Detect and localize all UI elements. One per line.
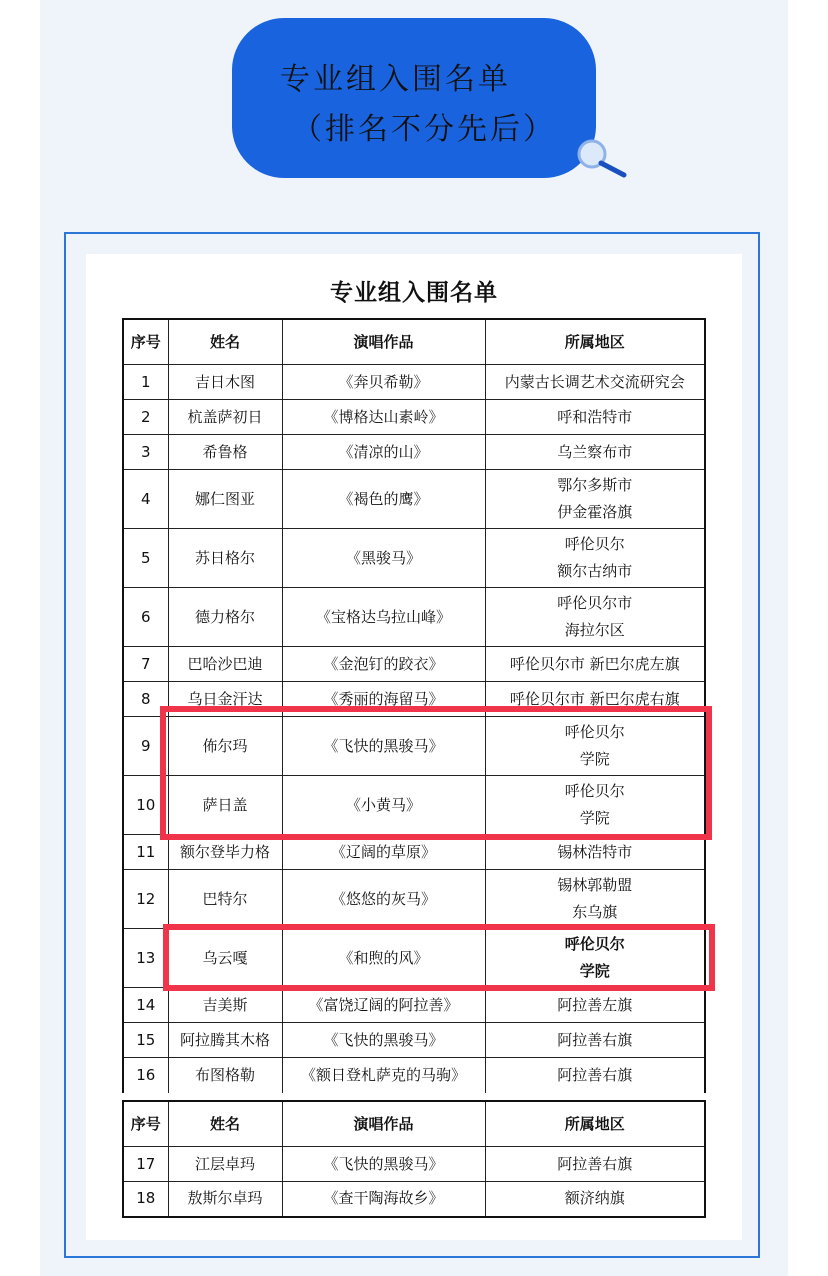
region-line: 内蒙古长调艺术交流研究会: [504, 372, 685, 391]
cell-work: 《飞快的黑骏马》: [282, 1023, 485, 1058]
region-line: 额尔古纳市: [557, 562, 633, 580]
cell-name: 阿拉腾其木格: [168, 1023, 282, 1058]
cell-work: 《金泡钉的跤衣》: [282, 647, 485, 682]
region-line: 阿拉善右旗: [557, 1030, 633, 1049]
cell-work: 《黑骏马》: [282, 529, 485, 588]
cell-name: 布图格勒: [168, 1058, 282, 1093]
cell-name: 乌云嘎: [168, 929, 282, 988]
region-line: 鄂尔多斯市: [557, 476, 633, 494]
cell-region: [485, 435, 705, 470]
table-row: [123, 529, 705, 588]
region-line: 海拉尔区: [564, 621, 625, 639]
cell-name: 乌日金汗达: [168, 682, 282, 717]
header-banner: [232, 18, 596, 178]
cell-work: 《博格达山素岭》: [282, 400, 485, 435]
document-title: 专业组入围名单: [330, 280, 498, 306]
highlight-box-row-13: [163, 924, 715, 991]
table-row: [123, 870, 705, 929]
table-row: [123, 1023, 705, 1058]
region-line: 学院: [579, 809, 610, 827]
cell-number: 3: [123, 435, 168, 470]
region-line: 呼伦贝尔: [564, 535, 625, 553]
cell-work: 《小黄马》: [282, 776, 485, 835]
col-header-region: 所属地区: [485, 319, 705, 365]
table-header-row: [123, 319, 705, 365]
cell-number: 8: [123, 682, 168, 717]
cell-region: [485, 988, 705, 1023]
cell-work: 《褐色的鹰》: [282, 470, 485, 529]
cell-name: 苏日格尔: [168, 529, 282, 588]
cell-number: 6: [123, 588, 168, 647]
cell-name: 敖斯尔卓玛: [168, 1182, 282, 1217]
cell-name: 吉美斯: [168, 988, 282, 1023]
finalist-table-continued: [122, 1100, 706, 1218]
cell-work: 《飞快的黑骏马》: [282, 1147, 485, 1182]
col-header-number: 序号: [123, 319, 168, 365]
table-row: [123, 588, 705, 647]
region-line: 阿拉善右旗: [557, 1154, 633, 1173]
cell-work: 《富饶辽阔的阿拉善》: [282, 988, 485, 1023]
region-line: 阿拉善左旗: [557, 995, 633, 1014]
cell-region: [485, 1023, 705, 1058]
col-header-number: 序号: [123, 1101, 168, 1147]
cell-number: 1: [123, 365, 168, 400]
region-line: 呼伦贝尔市: [557, 594, 633, 612]
cell-number: 16: [123, 1058, 168, 1093]
cell-work: 《查干陶海故乡》: [282, 1182, 485, 1217]
cell-number: 12: [123, 870, 168, 929]
cell-name: 额尔登毕力格: [168, 835, 282, 870]
cell-number: 11: [123, 835, 168, 870]
cell-work: 《奔贝希勒》: [282, 365, 485, 400]
region-line: 锡林浩特市: [557, 842, 633, 861]
col-header-name: 姓名: [168, 319, 282, 365]
cell-region: [485, 400, 705, 435]
region-line: 东乌旗: [572, 903, 618, 921]
cell-work: 《飞快的黑骏马》: [282, 717, 485, 776]
region-line: 伊金霍洛旗: [557, 503, 633, 521]
cell-number: 15: [123, 1023, 168, 1058]
cell-name: 萨日盖: [168, 776, 282, 835]
col-header-work: 演唱作品: [282, 1101, 485, 1147]
table-row: [123, 1058, 705, 1093]
region-line: 呼伦贝尔: [564, 782, 625, 800]
cell-number: 10: [123, 776, 168, 835]
cell-work: 《辽阔的草原》: [282, 835, 485, 870]
cell-work: 《和煦的风》: [282, 929, 485, 988]
cell-number: 18: [123, 1182, 168, 1217]
cell-name: 杭盖萨初日: [168, 400, 282, 435]
region-line: 学院: [579, 962, 610, 980]
table-row: [123, 435, 705, 470]
region-line: 呼伦贝尔: [564, 935, 625, 953]
cell-work: 《额日登札萨克的马驹》: [282, 1058, 485, 1093]
table-row: [123, 647, 705, 682]
region-line: 呼伦贝尔市 新巴尔虎右旗: [509, 689, 680, 708]
table-row: [123, 1182, 705, 1217]
cell-region: [485, 470, 705, 529]
cell-number: 14: [123, 988, 168, 1023]
cell-region: [485, 1147, 705, 1182]
cell-name: 江层卓玛: [168, 1147, 282, 1182]
col-header-region: 所属地区: [485, 1101, 705, 1147]
cell-number: 7: [123, 647, 168, 682]
cell-region: [485, 529, 705, 588]
cell-name: 德力格尔: [168, 588, 282, 647]
highlight-box-rows-9-10: [160, 706, 712, 840]
col-header-work: 演唱作品: [282, 319, 485, 365]
cell-name: 希鲁格: [168, 435, 282, 470]
table-row: [123, 470, 705, 529]
cell-work: 《悠悠的灰马》: [282, 870, 485, 929]
region-line: 乌兰察布市: [557, 442, 633, 461]
cell-region: [485, 870, 705, 929]
cell-number: 5: [123, 529, 168, 588]
cell-work: 《秀丽的海留马》: [282, 682, 485, 717]
region-line: 锡林郭勒盟: [557, 876, 633, 894]
region-line: 呼和浩特市: [557, 407, 633, 426]
region-line: 学院: [579, 750, 610, 768]
table-row: [123, 400, 705, 435]
cell-work: 《宝格达乌拉山峰》: [282, 588, 485, 647]
magnifier-icon: [570, 138, 630, 180]
cell-number: 4: [123, 470, 168, 529]
region-line: 呼伦贝尔: [564, 723, 625, 741]
cell-region: [485, 1058, 705, 1093]
cell-region: [485, 365, 705, 400]
region-line: 呼伦贝尔市 新巴尔虎左旗: [509, 654, 680, 673]
cell-number: 9: [123, 717, 168, 776]
table-row: [123, 988, 705, 1023]
cell-name: 佈尔玛: [168, 717, 282, 776]
table-row: [123, 1147, 705, 1182]
cell-name: 巴特尔: [168, 870, 282, 929]
cell-name: 巴哈沙巴迪: [168, 647, 282, 682]
header-subtitle: （排名不分先后）: [292, 112, 556, 147]
cell-number: 13: [123, 929, 168, 988]
cell-work: 《清凉的山》: [282, 435, 485, 470]
table-header-row: [123, 1101, 705, 1147]
cell-number: 2: [123, 400, 168, 435]
region-line: 阿拉善右旗: [557, 1065, 633, 1084]
header-title: 专业组入围名单: [280, 62, 511, 97]
cell-name: 吉日木图: [168, 365, 282, 400]
col-header-name: 姓名: [168, 1101, 282, 1147]
cell-name: 娜仁图亚: [168, 470, 282, 529]
cell-region: [485, 1182, 705, 1217]
region-line: 额济纳旗: [564, 1189, 625, 1208]
cell-region: [485, 647, 705, 682]
table-row: [123, 365, 705, 400]
cell-number: 17: [123, 1147, 168, 1182]
cell-region: [485, 588, 705, 647]
